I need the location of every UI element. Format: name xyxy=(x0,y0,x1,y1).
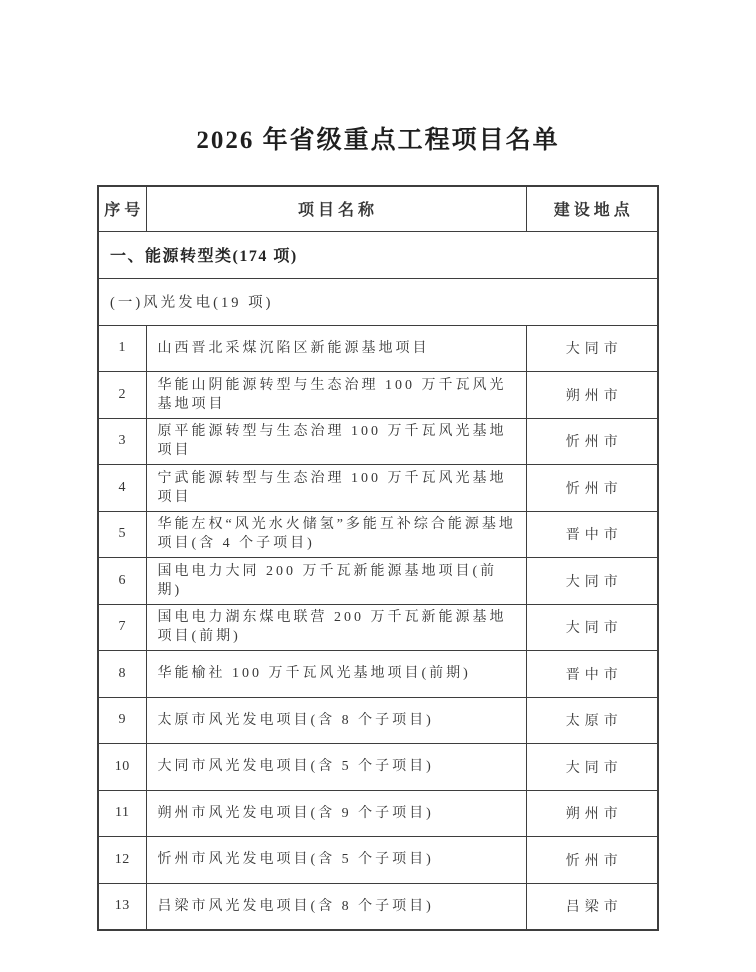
location-cell: 大同市 xyxy=(526,558,658,605)
location-cell: 大同市 xyxy=(526,325,658,372)
row-serial-cell: 9 xyxy=(98,697,146,744)
project-name-cell: 华能山阴能源转型与生态治理 100 万千瓦风光基地项目 xyxy=(146,372,526,419)
subsection-title: (一)风光发电(19 项) xyxy=(98,278,658,325)
location-cell: 朔州市 xyxy=(526,372,658,419)
projects-table xyxy=(97,185,659,931)
project-name-cell: 原平能源转型与生态治理 100 万千瓦风光基地项目 xyxy=(146,418,526,465)
document-title: 2026 年省级重点工程项目名单 xyxy=(196,127,560,154)
table-row xyxy=(98,651,658,698)
location-cell: 太原市 xyxy=(526,697,658,744)
table-row xyxy=(98,418,658,465)
table-row xyxy=(98,744,658,791)
location-cell: 朔州市 xyxy=(526,790,658,837)
project-name-cell: 国电电力大同 200 万千瓦新能源基地项目(前期) xyxy=(146,558,526,605)
location-cell: 大同市 xyxy=(526,604,658,651)
project-name-cell: 山西晋北采煤沉陷区新能源基地项目 xyxy=(146,325,526,372)
project-name-cell: 大同市风光发电项目(含 5 个子项目) xyxy=(146,744,526,791)
location-cell: 晋中市 xyxy=(526,651,658,698)
row-serial-cell: 1 xyxy=(98,325,146,372)
project-name-cell: 华能榆社 100 万千瓦风光基地项目(前期) xyxy=(146,651,526,698)
row-serial-cell: 3 xyxy=(98,418,146,465)
table-header-row xyxy=(98,186,658,231)
row-serial-cell: 10 xyxy=(98,744,146,791)
project-name-cell: 华能左权“风光水火储氢”多能互补综合能源基地项目(含 4 个子项目) xyxy=(146,511,526,558)
location-cell: 忻州市 xyxy=(526,837,658,884)
table-row xyxy=(98,465,658,512)
subsection-header-row xyxy=(98,278,658,325)
location-cell: 吕梁市 xyxy=(526,883,658,930)
table-row xyxy=(98,511,658,558)
location-cell: 大同市 xyxy=(526,744,658,791)
project-name-cell: 忻州市风光发电项目(含 5 个子项目) xyxy=(146,837,526,884)
location-cell: 晋中市 xyxy=(526,511,658,558)
table-row xyxy=(98,697,658,744)
table-row xyxy=(98,558,658,605)
table-row xyxy=(98,883,658,930)
table-row xyxy=(98,790,658,837)
column-header-project-name: 项目名称 xyxy=(146,186,526,231)
section-header-row xyxy=(98,231,658,278)
table-row xyxy=(98,372,658,419)
row-serial-cell: 11 xyxy=(98,790,146,837)
location-cell: 忻州市 xyxy=(526,418,658,465)
project-name-cell: 吕梁市风光发电项目(含 8 个子项目) xyxy=(146,883,526,930)
row-serial-cell: 12 xyxy=(98,837,146,884)
project-name-cell: 太原市风光发电项目(含 8 个子项目) xyxy=(146,697,526,744)
table-row xyxy=(98,325,658,372)
section-title: 一、能源转型类(174 项) xyxy=(98,231,658,278)
project-name-cell: 国电电力湖东煤电联营 200 万千瓦新能源基地项目(前期) xyxy=(146,604,526,651)
column-header-location: 建设地点 xyxy=(526,186,658,231)
row-serial-cell: 8 xyxy=(98,651,146,698)
location-cell: 忻州市 xyxy=(526,465,658,512)
project-name-cell: 宁武能源转型与生态治理 100 万千瓦风光基地项目 xyxy=(146,465,526,512)
table-row xyxy=(98,837,658,884)
row-serial-cell: 2 xyxy=(98,372,146,419)
row-serial-cell: 6 xyxy=(98,558,146,605)
row-serial-cell: 5 xyxy=(98,511,146,558)
table-row xyxy=(98,604,658,651)
row-serial-cell: 13 xyxy=(98,883,146,930)
row-serial-cell: 7 xyxy=(98,604,146,651)
row-serial-cell: 4 xyxy=(98,465,146,512)
project-name-cell: 朔州市风光发电项目(含 9 个子项目) xyxy=(146,790,526,837)
column-header-serial: 序号 xyxy=(98,186,146,231)
